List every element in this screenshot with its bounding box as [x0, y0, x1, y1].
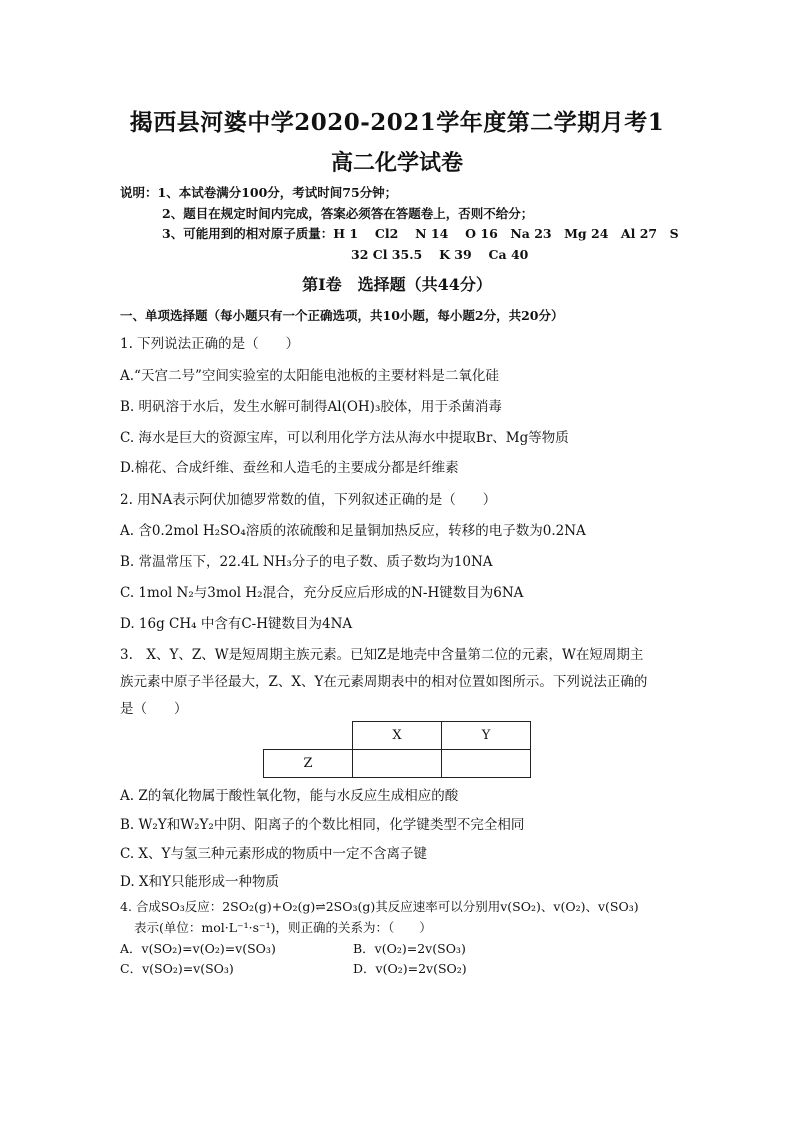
table-cell-empty	[264, 722, 353, 750]
q3-option-a: A. Z的氧化物属于酸性氧化物，能与水反应生成相应的酸	[120, 788, 459, 804]
q4-option-d: D．v(O₂)=2v(SO₂)	[353, 961, 467, 976]
note-line-4: 32 Cl 35.5 K 39 Ca 40	[351, 247, 529, 262]
q3-stem-line-3: 是（ ）	[120, 701, 188, 717]
q2-option-d: D. 16g CH₄ 中含有C-H键数目为4NA	[120, 616, 353, 632]
exam-title: 揭西县河婆中学2020-2021学年度第二学期月考1	[129, 109, 665, 136]
periodic-table-fragment	[263, 721, 531, 778]
q2-option-c: C. 1mol N₂与3mol H₂混合，充分反应后形成的N-H键数目为6NA	[120, 585, 524, 601]
q3-stem-line-2: 族元素中原子半径最大，Z、X、Y在元素周期表中的相对位置如图所示。下列说法正确的	[120, 674, 648, 690]
note-line-2: 2、题目在规定时间内完成，答案必须答在答题卷上，否则不给分；	[162, 206, 534, 221]
q3-stem-line-1: 3. X、Y、Z、W是短周期主族元素。已知Z是地壳中含量第二位的元素，W在短周期主	[120, 647, 644, 663]
q3-option-b: B. W₂Y和W₂Y₂中阴、阳离子的个数比相同，化学键类型不完全相同	[120, 817, 525, 833]
q1-stem: 1. 下列说法正确的是（ ）	[120, 336, 300, 352]
q2-option-b: B. 常温常压下，22.4L NH₃分子的电子数、质子数均为10NA	[120, 554, 493, 570]
table-cell-empty	[353, 750, 442, 778]
q2-stem: 2. 用NA表示阿伏加德罗常数的值，下列叙述正确的是（ ）	[120, 492, 497, 508]
q4-stem-line-1: 4. 合成SO₃反应：2SO₂(g)+O₂(g)⇌2SO₃(g)其反应速率可以分别用v(SO₂)、v(O₂)、v(SO₃)	[120, 899, 639, 914]
q1-option-d: D.棉花、合成纤维、蚕丝和人造毛的主要成分都是纤维素	[120, 460, 459, 476]
exam-subtitle: 高二化学试卷	[330, 150, 463, 176]
q3-option-d: D. X和Y只能形成一种物质	[120, 874, 279, 890]
note-line-3: 3、可能用到的相对原子质量：H 1 Cl2 N 14 O 16 Na 23 Mg 24 Al 27 S	[162, 226, 679, 241]
table-cell-x: X	[353, 722, 442, 750]
q2-option-a: A. 含0.2mol H₂SO₄溶质的浓硫酸和足量铜加热反应，转移的电子数为0.2NA	[120, 523, 586, 539]
q4-option-b: B．v(O₂)=2v(SO₃)	[353, 941, 466, 956]
note-line-1: 说明：1、本试卷满分100分，考试时间75分钟；	[120, 185, 398, 200]
instruction: 一、单项选择题（每小题只有一个正确选项，共10小题，每小题2分，共20分）	[120, 308, 564, 323]
section-title: 第Ⅰ卷 选择题（共44分）	[302, 275, 492, 294]
q4-option-a: A．v(SO₂)=v(O₂)=v(SO₃)	[120, 941, 276, 956]
q4-stem-line-2: 表示(单位：mol·L⁻¹·s⁻¹)，则正确的关系为：（ ）	[134, 920, 432, 935]
table-cell-z: Z	[264, 750, 353, 778]
table-cell-y: Y	[442, 722, 531, 750]
q1-option-a: A.“天宫二号”空间实验室的太阳能电池板的主要材料是二氧化硅	[120, 368, 499, 384]
q3-option-c: C. X、Y与氢三种元素形成的物质中一定不含离子键	[120, 846, 427, 862]
q4-option-c: C．v(SO₂)=v(SO₃)	[120, 961, 234, 976]
q1-option-c: C. 海水是巨大的资源宝库，可以利用化学方法从海水中提取Br、Mg等物质	[120, 430, 569, 446]
q1-option-b: B. 明矾溶于水后，发生水解可制得Al(OH)₃胶体，用于杀菌消毒	[120, 399, 502, 415]
table-cell-empty	[442, 750, 531, 778]
